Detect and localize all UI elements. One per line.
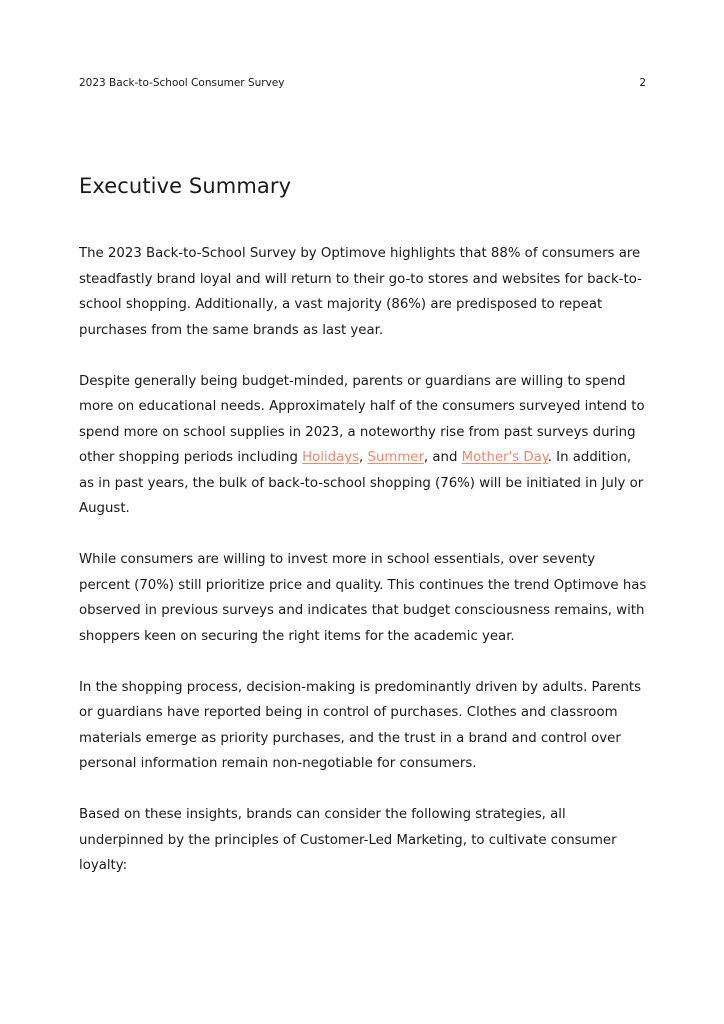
paragraph-brand-loyalty: The 2023 Back-to-School Survey by Optimove highlights that 88% of consumers are steadfastly brand loyal and will return to their go-to stores and websites for back-to-school shopping. Additionally, a vast majority (86%) are predisposed to repeat purchases from the same brands as last year. (79, 246, 642, 338)
paragraph-price-quality: While consumers are willing to invest more in school essentials, over seventy percent (70%) still prioritize price and quality. This continues the trend Optimove has observed in previous surveys and indicates that budget consciousness remains, with shoppers keen on securing the right items for the academic year. (79, 552, 647, 644)
body-text (79, 241, 647, 904)
paragraph-strategies: Based on these insights, brands can consider the following strategies, all underpinned by the principles of Customer-Led Marketing, to cultivate consumer loyalty: (79, 807, 617, 873)
paragraph-spending-outro: . In addition, as in past years, the bulk of back-to-school shopping (76%) will be initiated in July or August. (79, 450, 644, 516)
paragraph-decision-making: In the shopping process, decision-making is predominantly driven by adults. Parents or guardians have reported being in control of purchases. Clothes and classroom materials emerge as priority purchases, and the trust in a brand and control over personal information remain non-negotiable for consumers. (79, 679, 642, 771)
page-header (79, 77, 646, 91)
section-title: Executive Summary (79, 174, 292, 198)
holidays-link[interactable]: Holidays (302, 450, 360, 465)
paragraph-spending-intro: Despite generally being budget-minded, parents or guardians are willing to spend more on educational needs. Approximately half of the consumers surveyed intend to spend more on school supplies in 2023, a noteworthy rise from past surveys during other shopping periods including (79, 373, 645, 465)
link-separator: , and (423, 450, 462, 465)
summer-link[interactable]: Summer (367, 450, 424, 465)
link-separator: , (359, 450, 368, 465)
document-title: 2023 Back-to-School Consumer Survey (79, 77, 285, 89)
paragraph-spending (79, 369, 647, 522)
page-number: 2 (639, 77, 646, 89)
mothers-day-link[interactable]: Mother's Day (461, 450, 548, 465)
